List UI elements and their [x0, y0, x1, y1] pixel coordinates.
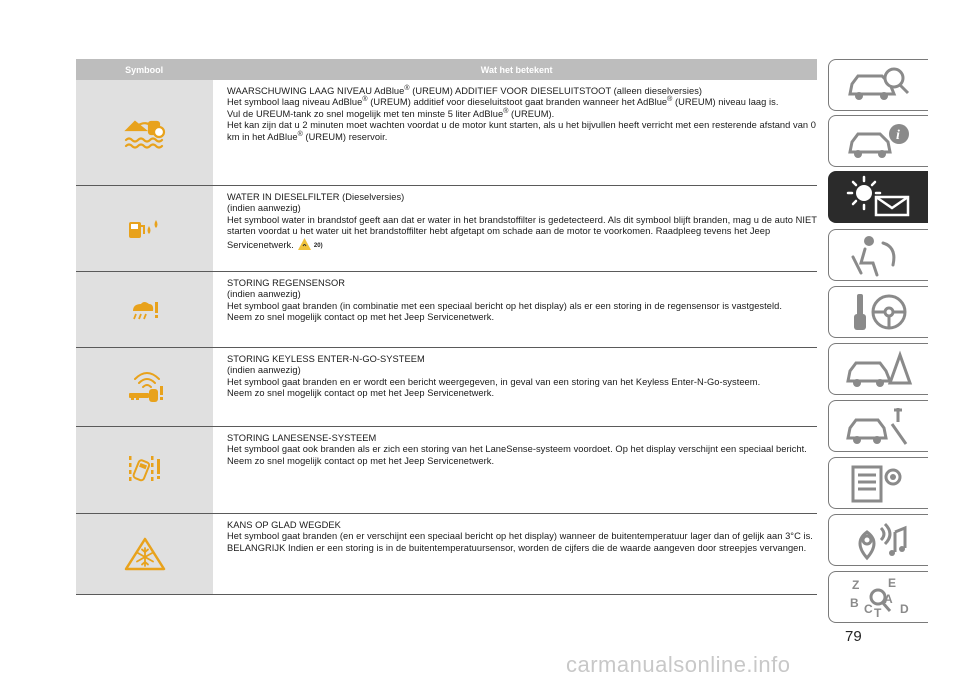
tab-crash-safety[interactable] [828, 343, 928, 395]
row-text [227, 80, 817, 185]
tab-multimedia[interactable] [828, 514, 928, 566]
page-number: 79 [845, 628, 862, 645]
index-letter: D [899, 602, 909, 616]
row-description: (indien aanwezig) [227, 365, 301, 376]
row-description: (indien aanwezig) [227, 203, 301, 214]
footnote-ref: 20) [313, 242, 323, 249]
row-description: (indien aanwezig) [227, 289, 301, 300]
icon-cell [76, 514, 213, 594]
row-description: Het symbool laag niveau AdBlue® (UREUM) additief voor dieseluitstoot gaat branden wanneer het AdBlue® (UREUM) niveau laag is. [227, 96, 779, 108]
water-in-fuel-filter-icon [128, 218, 162, 240]
tab-car-info[interactable] [828, 115, 928, 167]
index-letter: E [887, 576, 896, 590]
table-row [76, 272, 817, 348]
header-meaning: Wat het betekent [480, 64, 553, 75]
row-title: WATER IN DIESELFILTER (Dieselversies) [227, 192, 405, 202]
adblue-low-level-icon [123, 116, 167, 150]
crash-safety-icon [844, 347, 914, 391]
tab-car-service[interactable] [828, 400, 928, 452]
tab-warning-lights[interactable] [828, 171, 928, 223]
row-description: Neem zo snel mogelijk contact op met het Jeep Servicenetwerk. [227, 312, 495, 323]
row-description: Het symbool water in brandstof geeft aan dat er water in het brandstoffilter is gedetecteerd. Als dit symbool blijft branden, mag u de auto NIET starten voordat u het water uit het brandstoffilter hebt afgetapt om schade aan de motor te voorkomen. Raadpleeg tevens het Jeep Servicenetwerk. 20) [227, 215, 817, 253]
warning-lights-messages-icon [842, 175, 916, 219]
table-row [76, 186, 817, 272]
car-search-icon [844, 64, 914, 106]
warning-triangle-icon [298, 238, 311, 253]
tab-steering-key[interactable] [828, 286, 928, 338]
index-letter: A [883, 592, 893, 606]
icon-cell [76, 348, 213, 426]
index-letter: C [863, 602, 873, 616]
row-title: STORING LANESENSE-SYSTEEM [227, 433, 377, 443]
index-alphabet-icon [844, 575, 914, 619]
table-row [76, 80, 817, 186]
tab-car-search[interactable] [828, 59, 928, 111]
airbag-seat-icon [847, 233, 911, 277]
row-text [227, 348, 817, 426]
icon-cell [76, 272, 213, 347]
icon-cell [76, 80, 213, 185]
table-row [76, 514, 817, 595]
tab-specifications[interactable] [828, 457, 928, 509]
symbol-table [76, 59, 817, 595]
watermark: carmanualsonline.info [566, 652, 791, 677]
specifications-gear-icon [847, 461, 911, 505]
row-description: Het symbool gaat ook branden als er zich een storing van het LaneSense-systeem voordoet. Op het display verschijnt een speciaal bericht. [227, 444, 807, 455]
multimedia-icon [847, 518, 911, 562]
table-header [76, 59, 817, 80]
row-description: Neem zo snel mogelijk contact op met het Jeep Servicenetwerk. [227, 455, 495, 466]
table-row [76, 427, 817, 514]
index-letter: Z [851, 578, 859, 592]
icon-cell [76, 186, 213, 271]
row-title: STORING KEYLESS ENTER-N-GO-SYSTEEM [227, 354, 425, 364]
svg-text:i: i [895, 128, 900, 143]
table-row [76, 348, 817, 427]
row-description: Het symbool gaat branden (en er verschijnt een speciaal bericht op het display) wanneer de buitentemperatuur lager dan of gelijk aan 3°C is. [227, 531, 813, 542]
icon-cell [76, 427, 213, 513]
steering-key-icon [847, 290, 911, 334]
tab-index[interactable] [828, 571, 928, 623]
row-text [227, 186, 817, 271]
index-letter: B [849, 596, 859, 610]
lanesense-failure-icon [127, 452, 163, 488]
header-symbol: Symbool [125, 64, 164, 75]
row-title: STORING REGENSENSOR [227, 278, 346, 288]
car-info-icon [844, 120, 914, 162]
row-text [227, 272, 817, 347]
row-description: Het kan zijn dat u 2 minuten moet wachten voordat u de motor kunt starten, als u het bijvullen heeft verricht met een resterende afstand van 0 km in het AdBlue® (UREUM) reservoir. [227, 120, 816, 142]
row-title: KANS OP GLAD WEGDEK [227, 520, 341, 530]
row-description: Het symbool gaat branden (in combinatie met een speciaal bericht op het display) als er een storing in de regensensor is vastgesteld. [227, 300, 782, 311]
car-service-tools-icon [844, 404, 914, 448]
rain-sensor-failure-icon [130, 299, 160, 321]
row-description: Het symbool gaat branden en er wordt een bericht weergegeven, in geval van een storing van het Keyless Enter-N-Go-systeem. [227, 376, 761, 387]
row-description: BELANGRIJK Indien er een storing is in de buitentemperatuursensor, worden de cijfers die de waarde aangeven door streepjes vervangen. [227, 542, 807, 553]
tab-airbag-seat[interactable] [828, 229, 928, 281]
row-description: Vul de UREUM-tank zo snel mogelijk met ten minste 5 liter AdBlue® (UREUM). [227, 107, 555, 119]
row-text [227, 427, 817, 513]
keyless-enter-n-go-failure-icon [125, 371, 165, 403]
row-title: WAARSCHUWING LAAG NIVEAU AdBlue® (UREUM) ADDITIEF VOOR DIESELUITSTOOT (alleen dieselversies) [227, 84, 703, 96]
icy-road-warning-icon [124, 537, 166, 571]
index-letter: T [873, 606, 881, 619]
row-description: Neem zo snel mogelijk contact op met het Jeep Servicenetwerk. [227, 388, 495, 399]
row-text [227, 514, 817, 594]
